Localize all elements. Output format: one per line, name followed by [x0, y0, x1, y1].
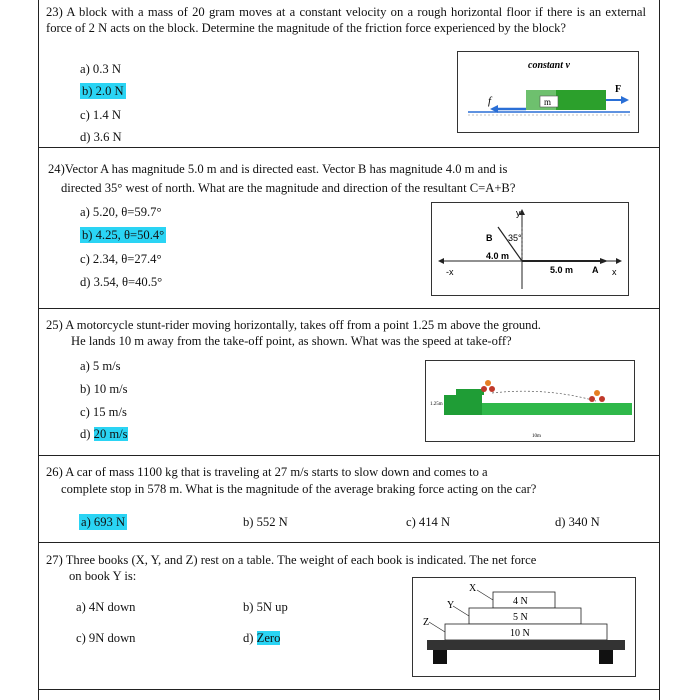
q27-d-answer: Zero: [256, 631, 281, 645]
vector-b-label: B: [486, 233, 493, 243]
vector-a-arrow-icon: [600, 258, 608, 264]
q23-option-b[interactable]: b) 2.0 N: [82, 84, 124, 98]
book-x-weight: 4 N: [513, 596, 528, 607]
book-y-weight: 5 N: [513, 612, 528, 623]
q23-text: 23) A block with a mass of 20 gram moves at a constant velocity on a rough horizontal floor if there is an external force of 2 N acts on the block. Determine the magnitude of the friction force experienced by the block?: [46, 5, 646, 35]
q25-figure: [425, 360, 635, 442]
distance-label: 10m: [532, 434, 541, 439]
q27-option-b[interactable]: b) 5N up: [243, 600, 288, 614]
q24-option-b[interactable]: b) 4.25, θ=50.4°: [82, 228, 165, 242]
block-diagram: [458, 52, 638, 132]
book-z-weight: 10 N: [510, 628, 530, 639]
q25-option-d[interactable]: d) 20 m/s: [80, 427, 128, 441]
q24-figure: [431, 202, 629, 296]
divider: [38, 147, 660, 148]
q25-option-b[interactable]: b) 10 m/s: [80, 382, 128, 396]
q23-option-c[interactable]: c) 1.4 N: [80, 108, 121, 122]
a-magnitude: 5.0 m: [550, 265, 574, 275]
motorcycle-icon: [589, 396, 595, 402]
q27-line2: on book Y is:: [69, 569, 137, 583]
q27-option-a[interactable]: a) 4N down: [76, 600, 136, 614]
q27-option-c[interactable]: c) 9N down: [76, 631, 136, 645]
q24-line1: 24)Vector A has magnitude 5.0 m and is directed east. Vector B has magnitude 4.0 m and is: [48, 162, 508, 176]
q26-option-a[interactable]: a) 693 N: [81, 515, 126, 529]
q23-option-d[interactable]: d) 3.6 N: [80, 130, 122, 144]
y-axis-label: y: [516, 208, 521, 218]
divider: [38, 542, 660, 543]
vector-a-label: A: [592, 265, 599, 275]
force-arrow-icon: [621, 96, 629, 104]
friction-label: f: [488, 95, 492, 107]
b-magnitude: 4.0 m: [486, 251, 510, 261]
q25-d-answer: 20 m/s: [93, 427, 128, 441]
divider: [38, 689, 660, 690]
book-y-label: Y: [447, 600, 455, 611]
motorcycle-icon: [481, 386, 487, 392]
angle-label: 35°: [508, 233, 522, 243]
q23-figure: [457, 51, 639, 133]
q27-figure: [412, 577, 636, 677]
q26-option-b[interactable]: b) 552 N: [243, 515, 288, 529]
q25-line1: 25) A motorcycle stunt-rider moving horizontally, takes off from a point 1.25 m above the ground.: [46, 318, 541, 332]
q27-option-d[interactable]: d) Zero: [243, 631, 281, 645]
x-axis-label: x: [612, 267, 617, 277]
q26-line2: complete stop in 578 m. What is the magnitude of the average braking force acting on the car?: [61, 482, 537, 496]
q25-line2: He lands 10 m away from the take-off point, as shown. What was the speed at take-off?: [71, 334, 512, 348]
q25-option-c[interactable]: c) 15 m/s: [80, 405, 127, 419]
q27-line1: 27) Three books (X, Y, and Z) rest on a table. The weight of each book is indicated. The net force: [46, 553, 537, 567]
table-top: [427, 640, 625, 650]
book-z-label: Z: [423, 617, 430, 628]
divider: [38, 455, 660, 456]
cliff-diagram: [426, 361, 634, 441]
q26-line1: 26) A car of mass 1100 kg that is traveling at 27 m/s starts to slow down and comes to a: [46, 465, 488, 479]
q24-option-c[interactable]: c) 2.34, θ=27.4°: [80, 252, 162, 266]
q24-line2: directed 35° west of north. What are the magnitude and direction of the resultant C=A+B?: [61, 181, 516, 195]
q24-option-a[interactable]: a) 5.20, θ=59.7°: [80, 205, 162, 219]
q23-option-a[interactable]: a) 0.3 N: [80, 62, 121, 76]
neg-x-label: -x: [446, 267, 454, 277]
q26-option-c[interactable]: c) 414 N: [406, 515, 451, 529]
force-label: F: [615, 84, 622, 95]
block-m-label: m: [544, 97, 552, 107]
constant-v-label: constant v: [528, 60, 570, 71]
book-x-label: X: [469, 583, 477, 594]
vector-diagram: [432, 203, 628, 295]
height-label: 1.25m: [430, 402, 443, 407]
divider: [38, 308, 660, 309]
q24-option-d[interactable]: d) 3.54, θ=40.5°: [80, 275, 163, 289]
q26-option-d[interactable]: d) 340 N: [555, 515, 600, 529]
books-diagram: [413, 578, 635, 676]
q25-option-a[interactable]: a) 5 m/s: [80, 359, 121, 373]
